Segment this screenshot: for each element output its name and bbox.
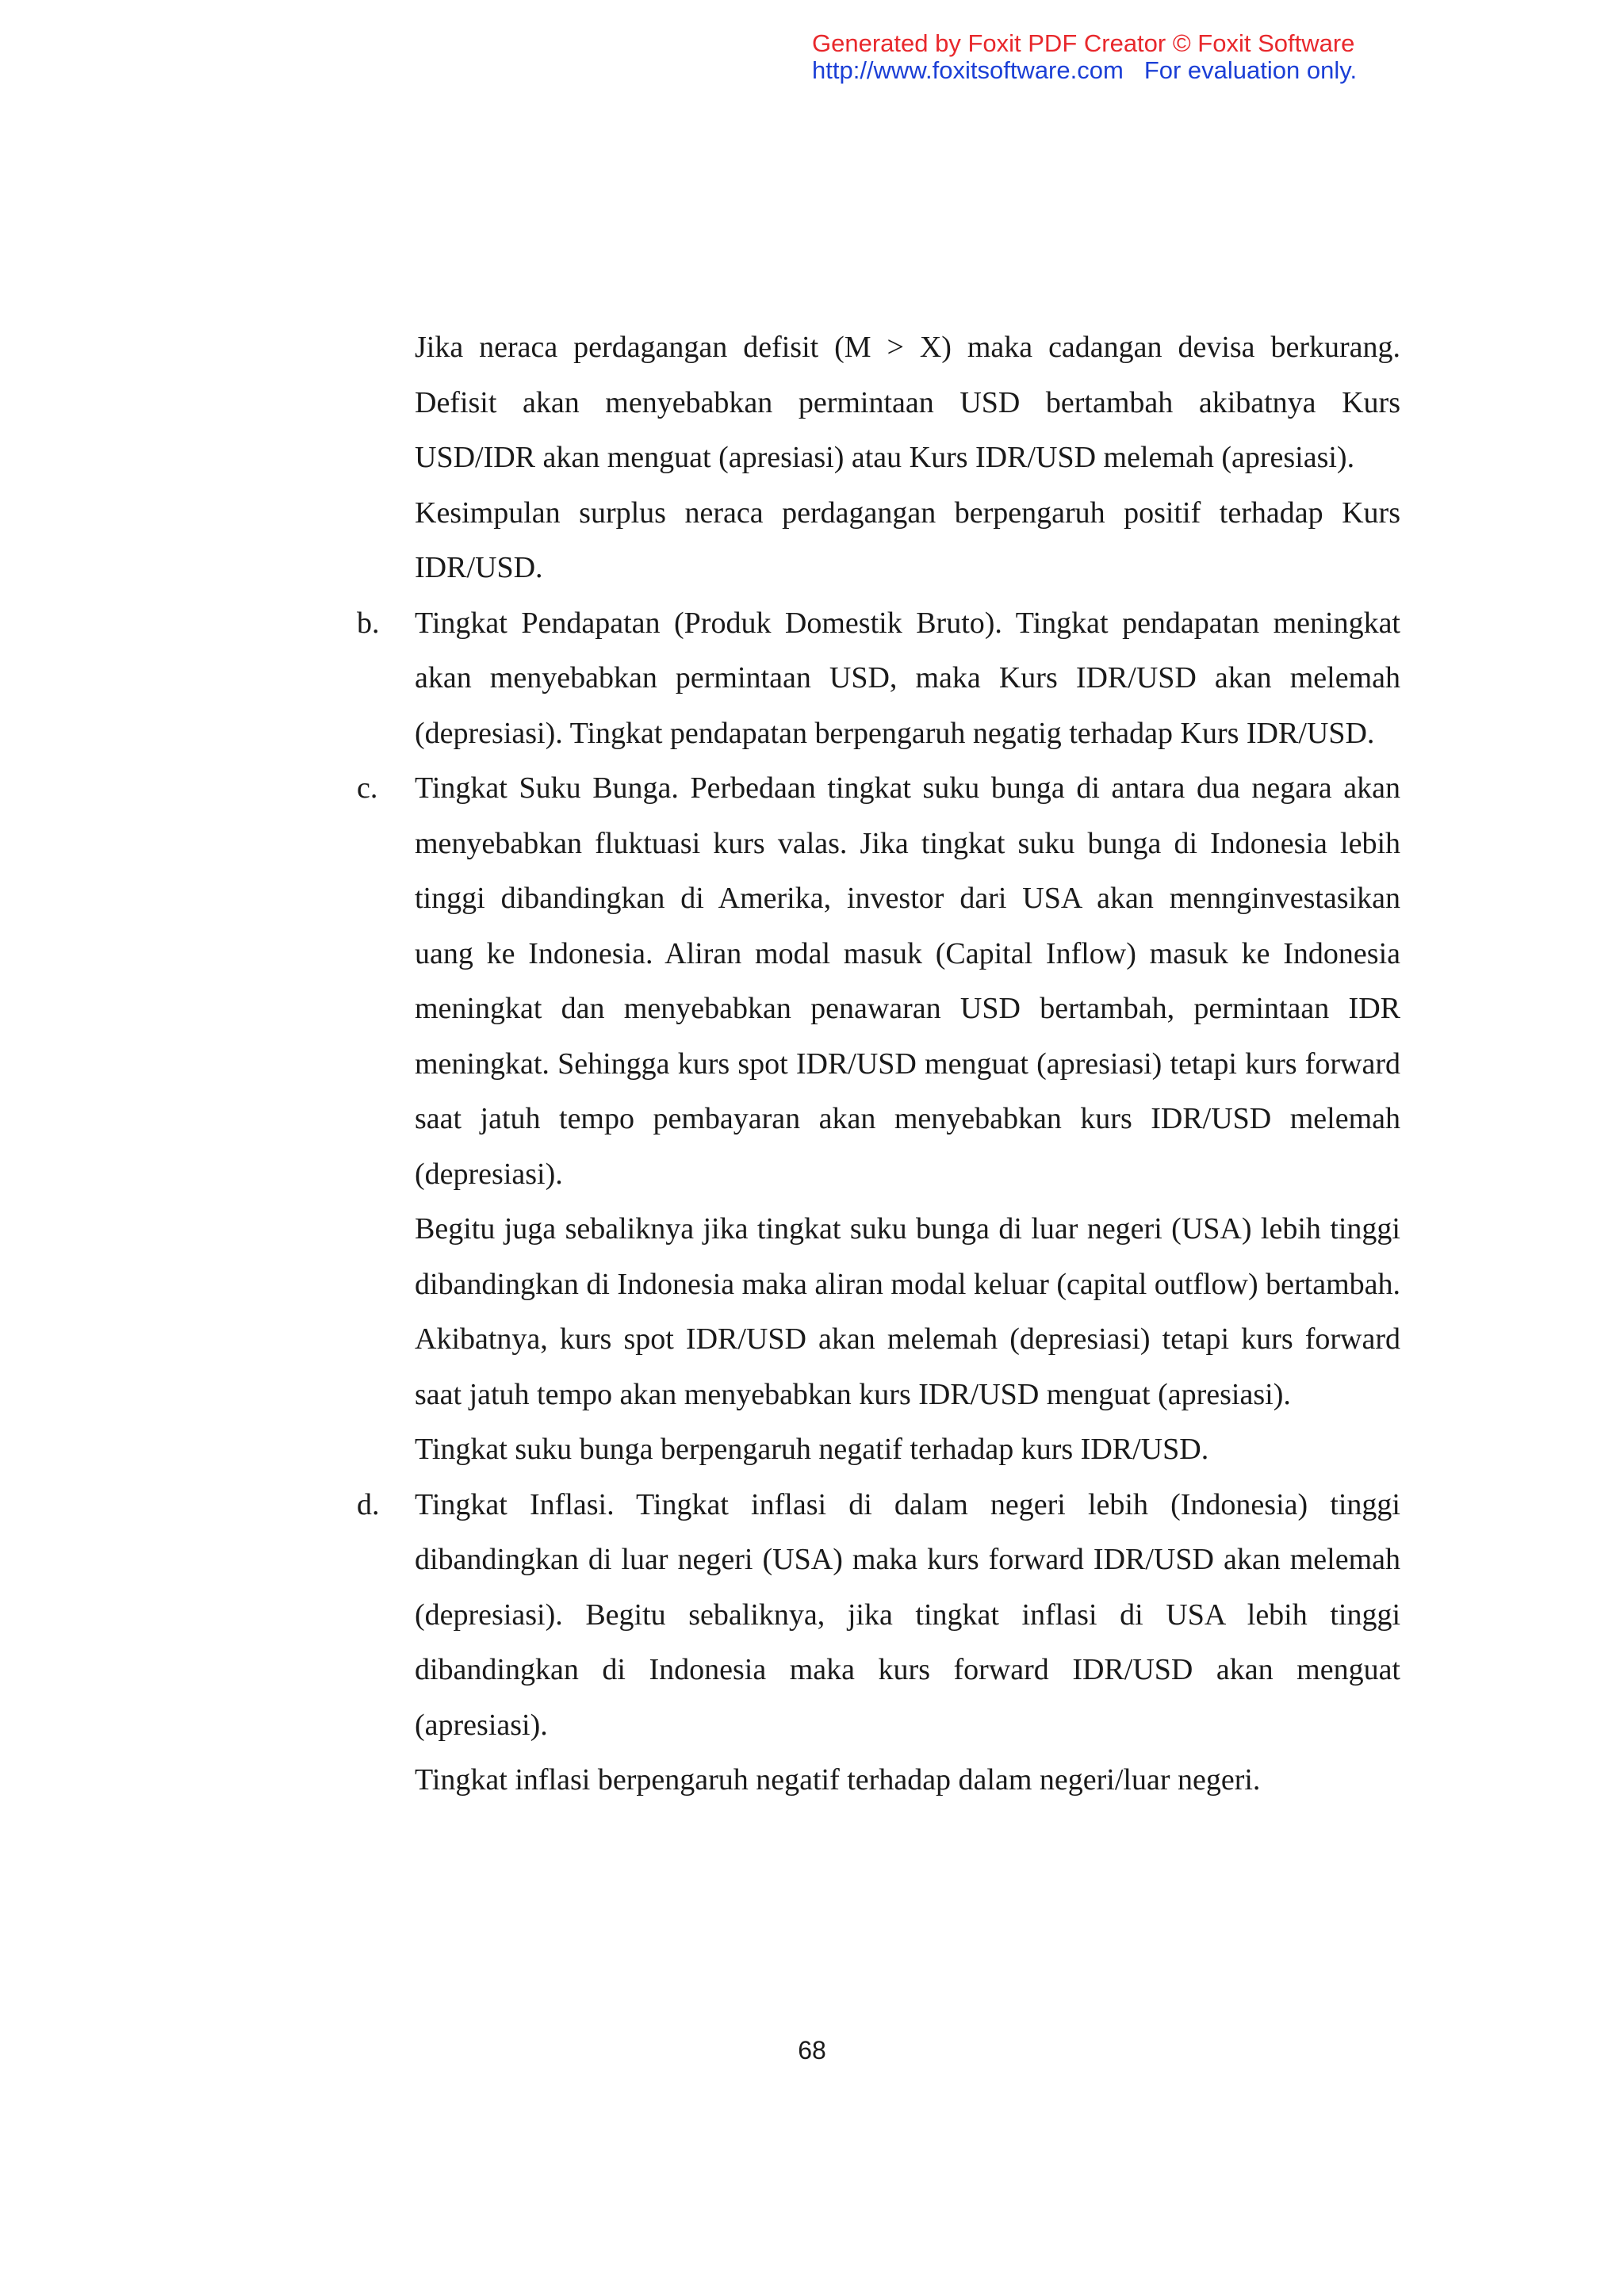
list-item-text: Tingkat Pendapatan (Produk Domestik Bruto). Tingkat pendapatan meningkat akan menyebabkan permintaan USD, maka Kurs IDR/USD akan melemah (depresiasi). Tingkat pendapatan berpengaruh negatig terhadap Kurs IDR/USD. — [415, 606, 1400, 750]
list-item-followup: Begitu juga sebaliknya jika tingkat suku bunga di luar negeri (USA) lebih tinggi dibandingkan di Indonesia maka aliran modal keluar (capital outflow) bertambah. Akibatnya, kurs spot IDR/USD akan melemah (depresiasi) tetapi kurs forward saat jatuh tempo akan menyebabkan kurs IDR/USD menguat (apresiasi). — [415, 1212, 1401, 1411]
page-number: 68 — [798, 2036, 826, 2064]
list-marker: d. — [357, 1487, 380, 1521]
foxit-watermark — [812, 30, 1431, 84]
list-marker: b. — [357, 606, 380, 640]
list-item-income — [357, 596, 1400, 762]
list-item-interest-rate — [357, 761, 1400, 1478]
paragraph-conclusion-surplus: Kesimpulan surplus neraca perdagangan berpengaruh positif terhadap Kurs IDR/USD. — [415, 496, 1400, 584]
watermark-evaluation-note: For evaluation only. — [1143, 56, 1358, 84]
list-item-text: Tingkat Suku Bunga. Perbedaan tingkat suku bunga di antara dua negara akan menyebabkan fluktuasi kurs valas. Jika tingkat suku bunga di Indonesia lebih tinggi dibandingkan di Amerika, investor dari USA akan mennginvestasikan uang ke Indonesia. Aliran modal masuk (Capital Inflow) masuk ke Indonesia meningkat dan menyebabkan penawaran USD bertambah, permintaan IDR meningkat. Sehingga kurs spot IDR/USD menguat (apresiasi) tetapi kurs forward saat jatuh tempo pembayaran akan menyebabkan kurs IDR/USD melemah (depresiasi). — [415, 771, 1400, 1191]
watermark-generated-by: Generated by Foxit PDF Creator © Foxit Software — [812, 29, 1355, 57]
list-item-followup: Tingkat inflasi berpengaruh negatif terhadap dalam negeri/luar negeri. — [415, 1763, 1261, 1797]
list-marker: c. — [357, 771, 378, 805]
paragraph-deficit: Jika neraca perdagangan defisit (M > X) maka cadangan devisa berkurang. Defisit akan menyebabkan permintaan USD bertambah akibatnya Kurs USD/IDR akan menguat (apresiasi) atau Kurs IDR/USD melemah (apresiasi). — [415, 331, 1400, 474]
watermark-url-link[interactable]: http://www.foxitsoftware.com — [812, 56, 1124, 84]
document-body — [357, 320, 1400, 1808]
list-item-followup: Tingkat suku bunga berpengaruh negatif terhadap kurs IDR/USD. — [415, 1433, 1209, 1466]
watermark-url-line — [812, 57, 1431, 84]
list-item-text: Tingkat Inflasi. Tingkat inflasi di dalam negeri lebih (Indonesia) tinggi dibandingkan di luar negeri (USA) maka kurs forward IDR/USD akan melemah (depresiasi). Begitu sebaliknya, jika tingkat inflasi di USA lebih tinggi dibandingkan di Indonesia maka kurs forward IDR/USD akan menguat (apresiasi). — [415, 1487, 1400, 1742]
list-item-inflation — [357, 1478, 1400, 1808]
